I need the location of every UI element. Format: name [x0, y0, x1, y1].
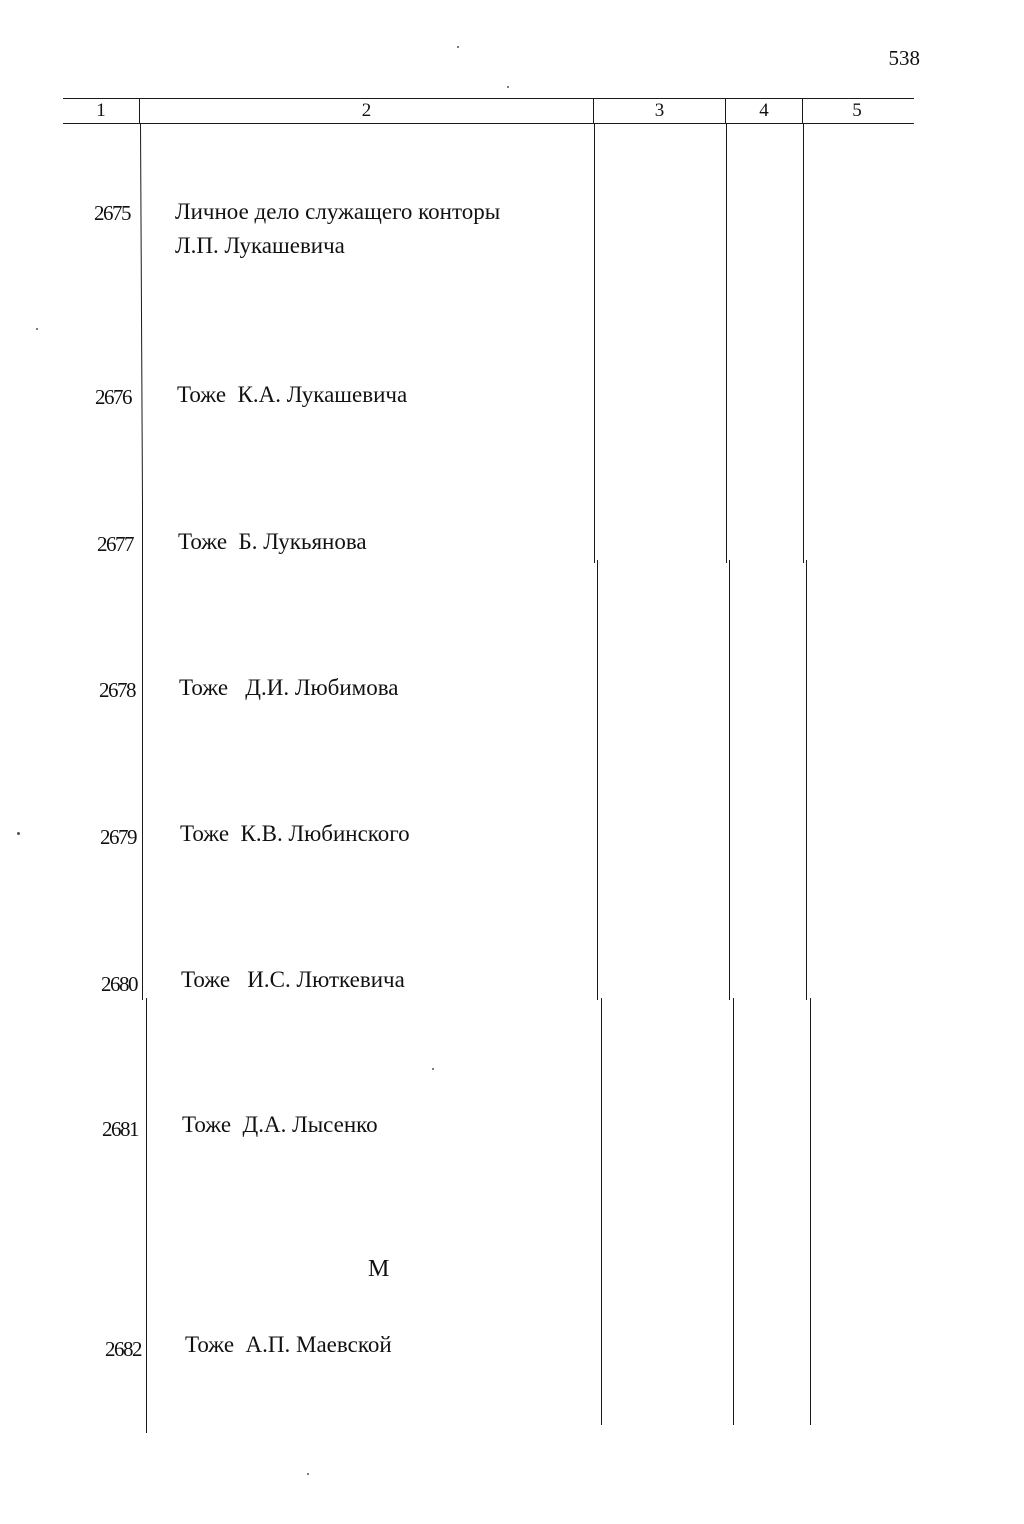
scan-speck [307, 1473, 309, 1475]
column-divider-2 [594, 123, 595, 563]
entry-number: 2677 [97, 532, 133, 556]
scan-speck [36, 328, 38, 330]
entry-number: 2678 [99, 678, 135, 702]
scan-speck [507, 86, 509, 88]
column-divider-4 [810, 998, 811, 1425]
entry-title [175, 199, 500, 259]
column-divider-1 [140, 123, 143, 503]
entry-title-line: Л.П. Лукашевича [175, 233, 345, 258]
column-header-1: 1 [96, 100, 106, 121]
page-number: 538 [888, 46, 920, 70]
column-header-4: 4 [759, 100, 769, 121]
column-divider-3 [733, 998, 734, 1425]
column-divider-2 [597, 560, 598, 1000]
entry-title: Тоже Д.А. Лысенко [182, 1112, 378, 1137]
column-divider-3 [726, 123, 727, 563]
scan-speck [457, 46, 459, 48]
entry-number: 2675 [94, 201, 130, 225]
column-divider-1 [146, 998, 147, 1433]
column-divider-2 [601, 998, 602, 1425]
entry-number: 2680 [101, 972, 137, 996]
entry-number: 2681 [102, 1117, 138, 1141]
scan-speck [432, 1068, 434, 1070]
column-divider-4 [806, 560, 807, 1000]
entry-number: 2676 [95, 385, 131, 409]
column-header-3: 3 [654, 100, 665, 121]
entry-number: 2682 [105, 1337, 141, 1361]
entry-title: Тоже Б. Лукьянова [178, 529, 367, 554]
entry-title: Тоже К.В. Любинского [180, 821, 410, 846]
entry-title: Тоже К.А. Лукашевича [177, 382, 408, 407]
column-divider-3 [729, 560, 730, 1000]
entry-title: Тоже И.С. Люткевича [181, 967, 405, 992]
entry-title: Тоже Д.И. Любимова [179, 675, 399, 700]
entry-title-line: Личное дело служащего конторы [175, 199, 501, 224]
table-header-rule [63, 123, 914, 124]
table-top-rule [63, 98, 914, 99]
column-header-2: 2 [361, 100, 372, 121]
column-divider-4 [803, 123, 804, 563]
entry-title: Тоже А.П. Маевской [185, 1332, 392, 1357]
column-divider-1 [142, 500, 143, 1000]
entry-number: 2679 [100, 825, 136, 849]
column-header-5: 5 [852, 100, 862, 121]
section-letter-heading: М [368, 1256, 390, 1282]
scan-speck [17, 832, 20, 835]
